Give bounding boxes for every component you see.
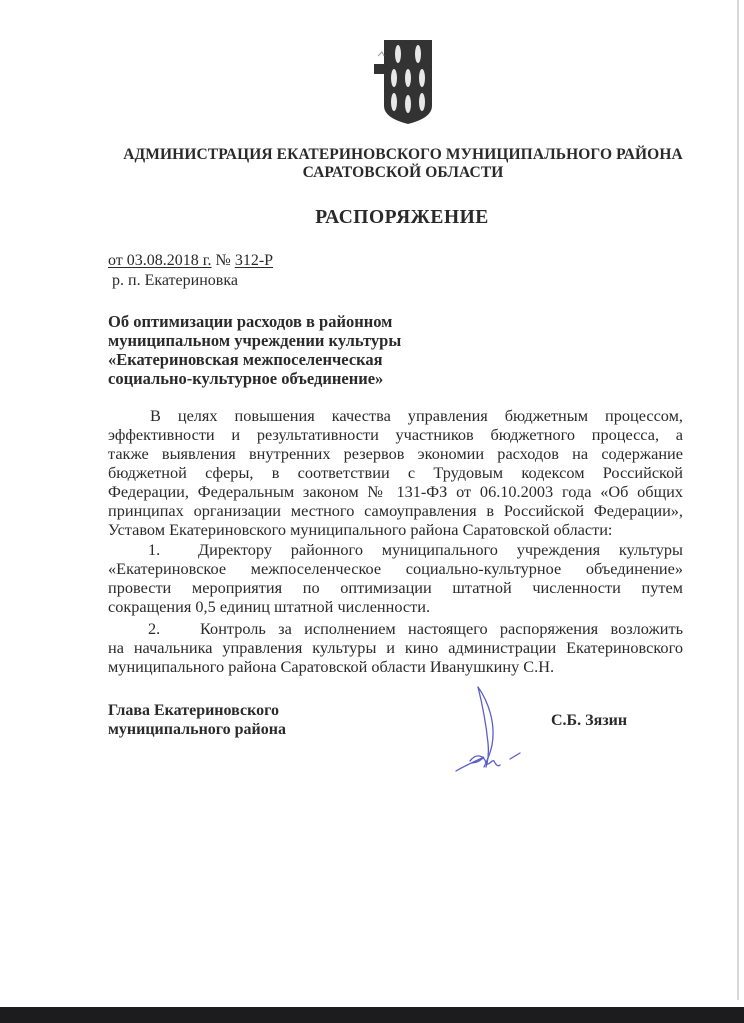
preamble-line: принципах организации местного самоуправления в Российской Федерации», xyxy=(108,501,683,520)
subject-line: социально-культурное объединение» xyxy=(108,369,384,388)
item-line: на начальника управления культуры и кино администрации Екатериновского xyxy=(108,638,683,657)
document-date-number xyxy=(108,252,273,270)
item-line: сокращения 0,5 единиц штатной численности. xyxy=(108,597,431,616)
signatory-title-line-2: муниципального района xyxy=(108,721,286,738)
preamble-line: бюджетной сферы, в соответствии с Трудовым кодексом Российской xyxy=(108,463,683,482)
subject-line: Об оптимизации расходов в районном xyxy=(108,312,393,331)
number-sign: № xyxy=(211,252,235,269)
item-line: «Екатериновское межпоселенческое социально-культурное объединение» xyxy=(108,559,683,578)
item-number: 1. xyxy=(148,540,161,559)
item-number: 2. xyxy=(148,619,161,638)
document-number: 312-Р xyxy=(234,252,274,269)
document-date: от 03.08.2018 г. xyxy=(108,252,212,269)
header-line-2: САРАТОВСКОЙ ОБЛАСТИ xyxy=(302,164,504,181)
preamble-line: эффективности и результативности участников бюджетного процесса, а xyxy=(108,425,683,444)
preamble-line: Федерации, Федеральным законом № 131-ФЗ от 06.10.2003 года «Об общих xyxy=(108,482,683,501)
handwritten-signature xyxy=(440,683,550,778)
item-line: Контроль за исполнением настоящего распоряжения возложить xyxy=(200,619,683,638)
preamble-line: В целях повышения качества управления бюджетным процессом, xyxy=(150,406,683,425)
item-line: Директору районного муниципального учреждения культуры xyxy=(198,540,683,559)
header-line-1: АДМИНИСТРАЦИЯ ЕКАТЕРИНОВСКОГО МУНИЦИПАЛЬНОГО РАЙОНА xyxy=(123,146,683,163)
subject-line: «Екатериновская межпоселенческая xyxy=(108,350,383,369)
item-line: провести мероприятия по оптимизации штатной численности путем xyxy=(108,578,683,597)
document-place: р. п. Екатериновка xyxy=(112,272,238,289)
signatory-title-line-1: Глава Екатериновского xyxy=(108,702,279,719)
signatory-name: С.Б. Зязин xyxy=(551,712,628,729)
preamble-line: также выявления внутренних резервов экономии расходов на содержание xyxy=(108,444,683,463)
document-title: РАСПОРЯЖЕНИЕ xyxy=(315,207,489,228)
preamble-line: Уставом Екатериновского муниципального района Саратовской области: xyxy=(108,520,613,539)
scan-bottom-bar xyxy=(0,1007,744,1023)
subject-line: муниципальном учреждении культуры xyxy=(108,331,402,350)
item-line: муниципального района Саратовской области Иванушкину С.Н. xyxy=(108,657,555,676)
coat-of-arms-emblem xyxy=(370,34,442,126)
